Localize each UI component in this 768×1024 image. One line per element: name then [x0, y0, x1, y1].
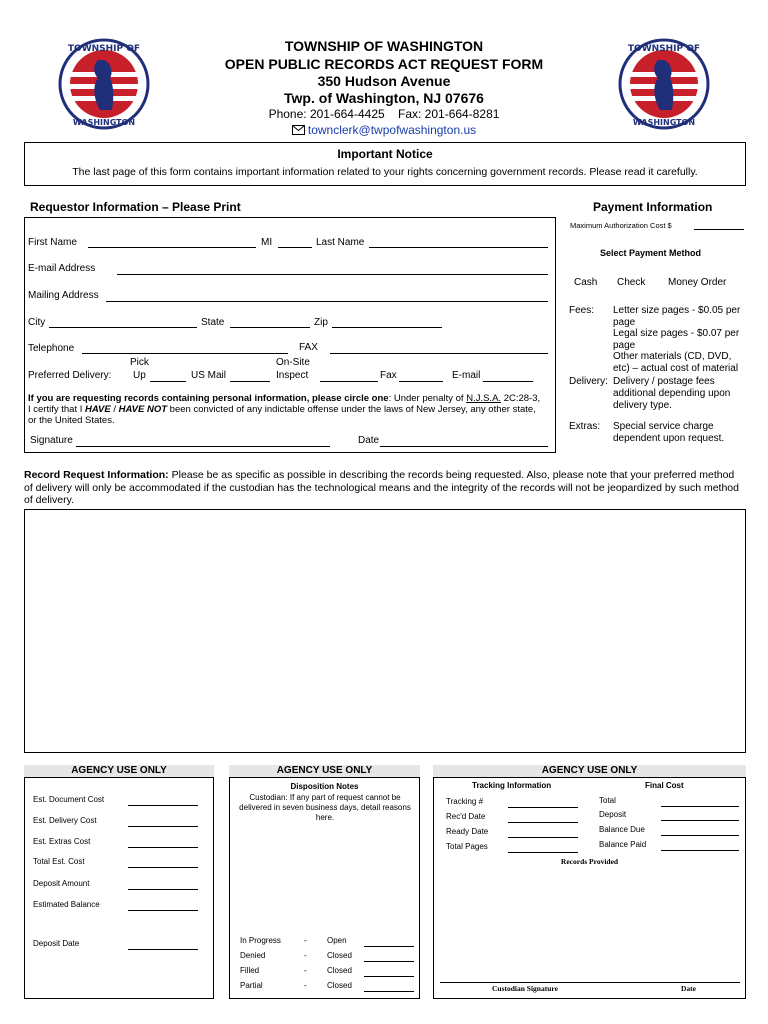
clerk-email-link[interactable]: townclerk@twpofwashington.us: [307, 123, 477, 137]
records-provided-field[interactable]: [440, 866, 740, 980]
status-closed-denied[interactable]: Closed: [327, 951, 352, 960]
state-field[interactable]: [230, 327, 310, 328]
est-document-cost-label: Est. Document Cost: [33, 795, 105, 804]
total-est-cost-field[interactable]: [128, 867, 198, 868]
onsite-label: On-Site: [276, 357, 310, 368]
max-authorization-cost-field[interactable]: [694, 229, 744, 230]
header-phone-fax: Phone: 201-664-4425 Fax: 201-664-8281: [268, 107, 500, 121]
status-partial[interactable]: Partial: [240, 981, 263, 990]
status-in-progress[interactable]: In Progress: [240, 936, 281, 945]
record-request-heading: Record Request Information:: [24, 469, 169, 481]
disposition-notes-text: Custodian: If any part of request cannot be delivered in seven business days, detail reasons here.: [239, 793, 411, 822]
first-name-field[interactable]: [88, 247, 256, 248]
status-closed-filled[interactable]: Closed: [327, 966, 352, 975]
custodian-signature-line[interactable]: [440, 982, 740, 983]
important-notice-box: [24, 142, 746, 186]
certification-c: been convicted of any indictable offense under the laws of New Jersey, any other state, or the United States.: [28, 404, 536, 426]
city-label: City: [28, 317, 46, 328]
circle-have-not-option[interactable]: HAVE NOT: [118, 404, 168, 415]
svg-text:WASHINGTON: WASHINGTON: [72, 118, 136, 127]
final-total-label: Total: [599, 796, 616, 805]
balance-due-field[interactable]: [661, 835, 739, 836]
final-deposit-field[interactable]: [661, 820, 739, 821]
balance-due-label: Balance Due: [599, 825, 645, 834]
certification-text: [28, 393, 542, 426]
payment-money-order-option[interactable]: Money Order: [668, 277, 727, 288]
zip-label: Zip: [314, 317, 328, 328]
header-address: 350 Hudson Avenue: [317, 73, 451, 89]
status-dash-4: -: [304, 981, 307, 990]
notice-text: The last page of this form contains important information related to your rights concerning government records. Please read it carefully.: [72, 166, 698, 178]
fax-field[interactable]: [330, 353, 548, 354]
agency-use-caption-2: AGENCY USE ONLY: [229, 765, 420, 777]
disposition-notes-title: Disposition Notes: [290, 782, 359, 791]
onsite-blank: [320, 381, 378, 382]
header-form-title: OPEN PUBLIC RECORDS ACT REQUEST FORM: [224, 56, 544, 72]
ready-date-label: Ready Date: [446, 827, 489, 836]
total-est-cost-label: Total Est. Cost: [33, 857, 85, 866]
balance-paid-label: Balance Paid: [599, 840, 647, 849]
extras-label: Extras:: [569, 421, 601, 432]
records-provided-label: Records Provided: [560, 857, 619, 866]
last-name-label: Last Name: [316, 237, 365, 248]
status-denied[interactable]: Denied: [240, 951, 266, 960]
preferred-delivery-label: Preferred Delivery:: [28, 370, 112, 381]
certification-a: : Under penalty of: [388, 393, 467, 404]
delivery-email-option[interactable]: E-mail: [452, 370, 481, 381]
pick-label: Pick: [130, 357, 149, 368]
first-name-label: First Name: [28, 237, 77, 248]
signature-label: Signature: [30, 435, 73, 446]
certification-bold: If you are requesting records containing personal information, please circle one: [28, 393, 389, 404]
header-township: TOWNSHIP OF WASHINGTON: [284, 38, 484, 54]
mi-label: MI: [261, 237, 273, 248]
email-label: E-mail Address: [28, 263, 96, 274]
svg-text:TOWNSHIP OF: TOWNSHIP OF: [627, 44, 701, 54]
tracking-number-field[interactable]: [508, 807, 578, 808]
usmail-blank: [230, 381, 270, 382]
tracking-info-title: Tracking Information: [472, 781, 552, 790]
zip-field[interactable]: [332, 327, 442, 328]
circle-have-option[interactable]: HAVE: [85, 404, 111, 415]
mailing-address-label: Mailing Address: [28, 290, 99, 301]
fees-label: Fees:: [569, 305, 595, 316]
custodian-date-label: Date: [681, 984, 696, 993]
est-delivery-cost-label: Est. Delivery Cost: [33, 816, 97, 825]
final-deposit-label: Deposit: [599, 810, 627, 819]
status-open[interactable]: Open: [327, 936, 347, 945]
requestor-heading: Requestor Information – Please Print: [30, 200, 241, 214]
header-city: Twp. of Washington, NJ 07676: [284, 90, 484, 106]
signature-field[interactable]: [76, 446, 330, 447]
state-label: State: [201, 317, 225, 328]
email-blank: [483, 381, 533, 382]
status-dash-3: -: [304, 966, 307, 975]
payment-heading: Payment Information: [593, 200, 713, 214]
telephone-field[interactable]: [82, 353, 288, 354]
deposit-date-label: Deposit Date: [33, 939, 80, 948]
status-closed-partial[interactable]: Closed: [327, 981, 352, 990]
final-cost-title: Final Cost: [645, 781, 684, 790]
est-document-cost-field[interactable]: [128, 805, 198, 806]
total-pages-label: Total Pages: [446, 842, 488, 851]
telephone-label: Telephone: [28, 343, 75, 354]
record-request-instructions: [24, 469, 744, 507]
date-field[interactable]: [380, 446, 548, 447]
status-dash-1: -: [304, 936, 307, 945]
status-in-progress-field[interactable]: [364, 946, 414, 947]
notice-title: Important Notice: [337, 147, 433, 161]
recd-date-label: Rec'd Date: [446, 812, 486, 821]
status-partial-field[interactable]: [364, 991, 414, 992]
header-email-row: [0, 121, 768, 139]
delivery-fees-label: Delivery:: [569, 376, 608, 387]
svg-text:TOWNSHIP OF: TOWNSHIP OF: [67, 44, 141, 54]
record-request-text: Please be as specific as possible in describing the records being requested. Also, please note that your preferred method of delivery will only be accommodated if the custodian has the technological means and the integrity of the records will not be jeopardized by such method of delivery.: [24, 469, 739, 506]
select-payment-heading: Select Payment Method: [600, 248, 702, 258]
svg-text:WASHINGTON: WASHINGTON: [632, 118, 696, 127]
est-extras-cost-field[interactable]: [128, 847, 198, 848]
delivery-usmail-option[interactable]: US Mail: [191, 370, 227, 381]
status-filled[interactable]: Filled: [240, 966, 260, 975]
email-field[interactable]: [117, 274, 548, 275]
date-label: Date: [358, 435, 380, 446]
final-total-field[interactable]: [661, 806, 739, 807]
est-delivery-cost-field[interactable]: [128, 826, 198, 827]
pickup-blank: [150, 381, 186, 382]
record-request-textarea[interactable]: [24, 509, 746, 753]
status-dash-2: -: [304, 951, 307, 960]
status-denied-field[interactable]: [364, 961, 414, 962]
tracking-number-label: Tracking #: [446, 797, 484, 806]
agency-use-caption-3: AGENCY USE ONLY: [433, 765, 746, 777]
certification-b: 2C:28-3, I certify that I: [28, 393, 541, 415]
deposit-date-field[interactable]: [128, 949, 198, 950]
payment-check-option[interactable]: Check: [617, 277, 646, 288]
est-extras-cost-label: Est. Extras Cost: [33, 837, 91, 846]
delivery-fees-text: Delivery / postage fees additional depending upon delivery type.: [613, 376, 731, 411]
estimated-balance-field[interactable]: [128, 910, 198, 911]
fax-blank: [399, 381, 443, 382]
agency-use-caption-1: AGENCY USE ONLY: [24, 765, 214, 777]
fax-label: FAX: [299, 342, 318, 353]
mailing-address-field[interactable]: [106, 301, 548, 302]
mi-field[interactable]: [278, 247, 312, 248]
payment-cash-option[interactable]: Cash: [574, 277, 598, 288]
envelope-icon: [292, 125, 305, 135]
city-field[interactable]: [49, 327, 197, 328]
certification-slash: /: [110, 404, 119, 415]
last-name-field[interactable]: [369, 247, 548, 248]
status-filled-field[interactable]: [364, 976, 414, 977]
deposit-amount-label: Deposit Amount: [33, 879, 90, 888]
certification-njsa: N.J.S.A.: [466, 393, 502, 404]
total-pages-field[interactable]: [508, 852, 578, 853]
fee-legal: Legal size pages - $0.07 per page: [613, 328, 740, 351]
estimated-balance-label: Estimated Balance: [33, 900, 100, 909]
balance-paid-field[interactable]: [661, 850, 739, 851]
delivery-pickup-option[interactable]: Up: [133, 370, 146, 381]
custodian-signature-label: Custodian Signature: [492, 984, 558, 993]
recd-date-field[interactable]: [508, 822, 578, 823]
deposit-amount-field[interactable]: [128, 889, 198, 890]
max-authorization-cost-label: Maximum Authorization Cost $: [570, 221, 672, 230]
fee-other: Other materials (CD, DVD, etc) – actual cost of material: [613, 351, 739, 374]
delivery-onsite-option[interactable]: Inspect: [276, 370, 309, 381]
extras-text: Special service charge dependent upon request.: [613, 421, 725, 444]
fee-letter: Letter size pages - $0.05 per page: [613, 305, 741, 328]
ready-date-field[interactable]: [508, 837, 578, 838]
delivery-fax-option[interactable]: Fax: [380, 370, 397, 381]
